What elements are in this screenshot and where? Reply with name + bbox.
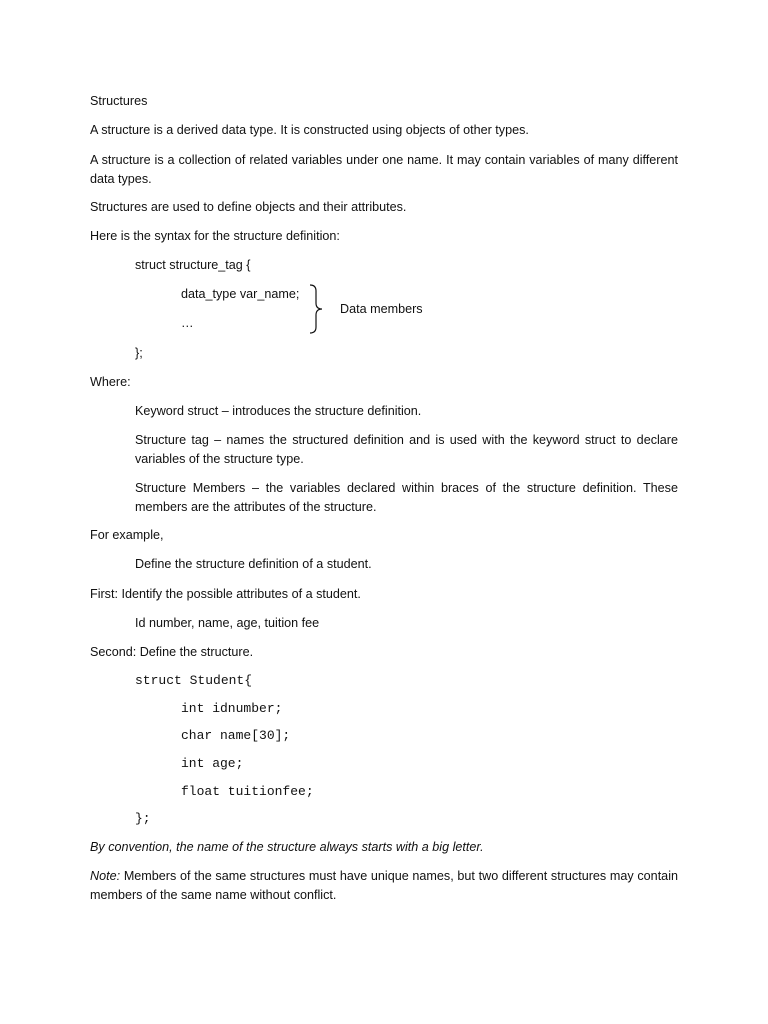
- note-paragraph: [90, 867, 678, 905]
- where-item-tag: Structure tag – names the structured definition and is used with the keyword struct to declare variables of the structure type.: [135, 433, 678, 466]
- example-first-step: First: Identify the possible attributes of a student.: [90, 587, 361, 601]
- paragraph-syntax-intro: Here is the syntax for the structure definition:: [90, 229, 340, 243]
- code-line: int idnumber;: [181, 701, 283, 716]
- where-item-keyword: Keyword struct – introduces the structure definition.: [135, 404, 422, 418]
- note-text: Members of the same structures must have unique names, but two different structures may contain members of the same name without conflict.: [90, 869, 678, 902]
- where-label: Where:: [90, 375, 131, 389]
- example-attributes: Id number, name, age, tuition fee: [135, 616, 320, 630]
- where-item-members: Structure Members – the variables declared within braces of the structure definition. These members are the attributes of the structure.: [135, 481, 678, 514]
- example-task: Define the structure definition of a student.: [135, 557, 372, 571]
- section-heading: Structures: [90, 94, 148, 108]
- syntax-open: struct structure_tag {: [135, 258, 251, 272]
- syntax-close: };: [135, 346, 143, 360]
- syntax-ellipsis: …: [181, 316, 194, 330]
- code-line: char name[30];: [181, 728, 291, 743]
- code-struct-close: };: [135, 811, 151, 826]
- syntax-member: data_type var_name;: [181, 287, 300, 301]
- paragraph-definition: A structure is a derived data type. It is constructed using objects of other types.: [90, 123, 529, 137]
- note-label: Note:: [90, 869, 121, 883]
- convention-note: By convention, the name of the structure always starts with a big letter.: [90, 840, 484, 854]
- code-struct-open: struct Student{: [135, 673, 253, 688]
- paragraph-collection: A structure is a collection of related variables under one name. It may contain variables of many different data types.: [90, 153, 678, 186]
- code-line: int age;: [181, 756, 244, 771]
- example-second-step: Second: Define the structure.: [90, 645, 254, 659]
- code-line: float tuitionfee;: [181, 784, 314, 799]
- example-label: For example,: [90, 528, 164, 542]
- paragraph-usage: Structures are used to define objects and their attributes.: [90, 200, 407, 214]
- right-brace-icon: [308, 284, 330, 334]
- brace-label: Data members: [340, 302, 423, 316]
